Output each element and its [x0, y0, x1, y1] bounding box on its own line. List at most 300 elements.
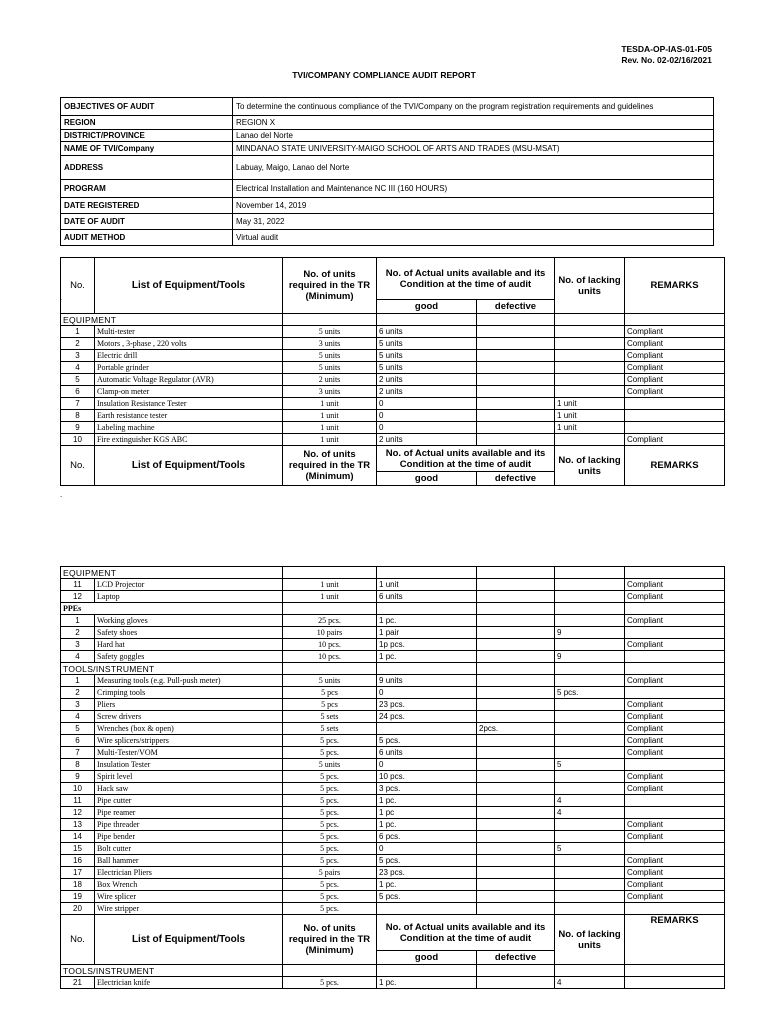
- lacking-units: [555, 783, 625, 795]
- item-name: Working gloves: [95, 615, 283, 627]
- col-no: No.: [61, 915, 95, 965]
- item-number: 12: [61, 807, 95, 819]
- good-units: 23 pcs.: [377, 867, 477, 879]
- item-name: Earth resistance tester: [95, 410, 283, 422]
- defective-units: [477, 711, 555, 723]
- required-units: 5 sets: [283, 723, 377, 735]
- item-name: Safety shoes: [95, 627, 283, 639]
- table-row: [61, 771, 725, 783]
- table-row: [61, 639, 725, 651]
- good-units: 2 units: [377, 386, 477, 398]
- col-defective: defective: [477, 300, 555, 314]
- lacking-units: [555, 699, 625, 711]
- required-units: 5 pcs: [283, 687, 377, 699]
- defective-units: [477, 326, 555, 338]
- item-number: 12: [61, 591, 95, 603]
- lacking-units: [555, 747, 625, 759]
- item-name: Safety goggles: [95, 651, 283, 663]
- defective-units: [477, 977, 555, 989]
- table-row: [61, 675, 725, 687]
- table-row: [61, 374, 725, 386]
- remarks: Compliant: [625, 362, 725, 374]
- good-units: 0: [377, 422, 477, 434]
- col-required: No. of units required in the TR (Minimum): [283, 446, 377, 486]
- info-label: AUDIT METHOD: [61, 230, 233, 246]
- page-title: TVI/COMPANY COMPLIANCE AUDIT REPORT: [292, 70, 476, 80]
- required-units: 5 pcs.: [283, 819, 377, 831]
- col-actual: No. of Actual units available and its Condition at the time of audit: [377, 446, 555, 472]
- table-row: [61, 434, 725, 446]
- item-number: 7: [61, 747, 95, 759]
- good-units: 5 pcs.: [377, 735, 477, 747]
- defective-units: [477, 807, 555, 819]
- lacking-units: 5: [555, 759, 625, 771]
- col-list: List of Equipment/Tools: [95, 258, 283, 314]
- item-number: 8: [61, 410, 95, 422]
- item-number: 18: [61, 879, 95, 891]
- empty-cell: [625, 663, 725, 675]
- remarks: Compliant: [625, 891, 725, 903]
- remarks: Compliant: [625, 326, 725, 338]
- remarks: Compliant: [625, 867, 725, 879]
- required-units: 10 pcs.: [283, 651, 377, 663]
- required-units: 10 pairs: [283, 627, 377, 639]
- lacking-units: [555, 855, 625, 867]
- info-value: Electrical Installation and Maintenance NC III (160 HOURS): [233, 180, 714, 198]
- info-row: [61, 142, 714, 156]
- lacking-units: [555, 735, 625, 747]
- required-units: 5 pcs.: [283, 735, 377, 747]
- good-units: 5 units: [377, 338, 477, 350]
- table-row: [61, 903, 725, 915]
- empty-cell: [625, 603, 725, 615]
- item-number: 1: [61, 326, 95, 338]
- remarks: Compliant: [625, 831, 725, 843]
- good-units: [377, 723, 477, 735]
- good-units: 1 pc.: [377, 615, 477, 627]
- section-row: [61, 567, 725, 579]
- info-label: ADDRESS: [61, 156, 233, 180]
- lacking-units: 1 unit: [555, 422, 625, 434]
- defective-units: [477, 759, 555, 771]
- empty-cell: [625, 567, 725, 579]
- col-defective: defective: [477, 472, 555, 486]
- item-name: Bolt cutter: [95, 843, 283, 855]
- empty-cell: [283, 567, 377, 579]
- defective-units: [477, 831, 555, 843]
- lacking-units: 4: [555, 977, 625, 989]
- good-units: 1 pc.: [377, 819, 477, 831]
- info-row: [61, 230, 714, 246]
- item-name: Electrician knife: [95, 977, 283, 989]
- table-row: [61, 398, 725, 410]
- defective-units: [477, 627, 555, 639]
- item-number: 13: [61, 819, 95, 831]
- table-row: [61, 807, 725, 819]
- lacking-units: [555, 386, 625, 398]
- required-units: 1 unit: [283, 422, 377, 434]
- info-label: NAME OF TVI/Company: [61, 142, 233, 156]
- item-number: 17: [61, 867, 95, 879]
- section-label: TOOLS/INSTRUMENT: [61, 663, 283, 675]
- item-name: Box Wrench: [95, 879, 283, 891]
- lacking-units: 5: [555, 843, 625, 855]
- empty-cell: [555, 965, 625, 977]
- good-units: 1 pair: [377, 627, 477, 639]
- item-number: 4: [61, 362, 95, 374]
- item-number: 20: [61, 903, 95, 915]
- item-number: 1: [61, 615, 95, 627]
- good-units: 9 units: [377, 675, 477, 687]
- table-row: [61, 386, 725, 398]
- table-row: [61, 350, 725, 362]
- item-number: 4: [61, 711, 95, 723]
- remarks: Compliant: [625, 338, 725, 350]
- col-good: good: [377, 472, 477, 486]
- defective-units: [477, 591, 555, 603]
- defective-units: [477, 843, 555, 855]
- col-list: List of Equipment/Tools: [95, 915, 283, 965]
- good-units: 6 units: [377, 747, 477, 759]
- good-units: 10 pcs.: [377, 771, 477, 783]
- col-lacking: No. of lacking units: [555, 258, 625, 314]
- defective-units: [477, 867, 555, 879]
- item-number: 16: [61, 855, 95, 867]
- good-units: 1 pc.: [377, 977, 477, 989]
- required-units: 1 unit: [283, 398, 377, 410]
- info-label: DISTRICT/PROVINCE: [61, 130, 233, 142]
- remarks: [625, 627, 725, 639]
- col-remarks: REMARKS: [625, 258, 725, 314]
- remarks: Compliant: [625, 783, 725, 795]
- section-row: [61, 314, 725, 326]
- info-label: REGION: [61, 116, 233, 130]
- item-name: Spirit level: [95, 771, 283, 783]
- remarks: Compliant: [625, 771, 725, 783]
- empty-cell: [555, 567, 625, 579]
- required-units: 1 unit: [283, 591, 377, 603]
- defective-units: [477, 783, 555, 795]
- defective-units: [477, 891, 555, 903]
- item-number: 2: [61, 338, 95, 350]
- empty-cell: [377, 603, 477, 615]
- item-name: Measuring tools (e.g. Pull-push meter): [95, 675, 283, 687]
- defective-units: [477, 687, 555, 699]
- section-label: PPEs: [61, 603, 283, 615]
- good-units: 2 units: [377, 374, 477, 386]
- remarks: Compliant: [625, 735, 725, 747]
- good-units: 0: [377, 410, 477, 422]
- info-value: MINDANAO STATE UNIVERSITY-MAIGO SCHOOL OF ARTS AND TRADES (MSU-MSAT): [233, 142, 714, 156]
- required-units: 1 unit: [283, 579, 377, 591]
- defective-units: [477, 639, 555, 651]
- remarks: Compliant: [625, 434, 725, 446]
- lacking-units: [555, 879, 625, 891]
- item-number: 2: [61, 627, 95, 639]
- empty-cell: [555, 314, 625, 326]
- defective-units: [477, 651, 555, 663]
- required-units: 5 units: [283, 675, 377, 687]
- margin-dot: .: [60, 490, 63, 499]
- section-row: [61, 603, 725, 615]
- remarks: [625, 651, 725, 663]
- item-name: Wire stripper: [95, 903, 283, 915]
- remarks: [625, 398, 725, 410]
- info-value: REGION X: [233, 116, 714, 130]
- defective-units: [477, 350, 555, 362]
- good-units: 0: [377, 398, 477, 410]
- info-value: Lanao del Norte: [233, 130, 714, 142]
- margin-dot: .: [60, 293, 63, 302]
- lacking-units: [555, 723, 625, 735]
- col-remarks: REMARKS: [625, 446, 725, 486]
- empty-cell: [625, 965, 725, 977]
- required-units: 5 pcs.: [283, 771, 377, 783]
- required-units: 5 pcs: [283, 699, 377, 711]
- info-value: Labuay, Maigo, Lanao del Norte: [233, 156, 714, 180]
- equipment-table-1: [60, 257, 725, 486]
- remarks: Compliant: [625, 819, 725, 831]
- remarks: Compliant: [625, 879, 725, 891]
- lacking-units: [555, 819, 625, 831]
- remarks: Compliant: [625, 723, 725, 735]
- defective-units: [477, 819, 555, 831]
- item-name: Insulation Resistance Tester: [95, 398, 283, 410]
- good-units: 1 unit: [377, 579, 477, 591]
- empty-cell: [377, 314, 477, 326]
- col-good: good: [377, 300, 477, 314]
- info-value: Virtual audit: [233, 230, 714, 246]
- lacking-units: 4: [555, 807, 625, 819]
- item-number: 2: [61, 687, 95, 699]
- required-units: 5 units: [283, 326, 377, 338]
- item-name: Wire splicer: [95, 891, 283, 903]
- item-number: 3: [61, 639, 95, 651]
- required-units: 5 pcs.: [283, 891, 377, 903]
- lacking-units: 1 unit: [555, 410, 625, 422]
- lacking-units: [555, 867, 625, 879]
- col-required: No. of units required in the TR (Minimum): [283, 915, 377, 965]
- section-row: [61, 965, 725, 977]
- remarks: Compliant: [625, 591, 725, 603]
- table-row: [61, 410, 725, 422]
- item-number: 1: [61, 675, 95, 687]
- table-row: [61, 831, 725, 843]
- remarks: [625, 422, 725, 434]
- empty-cell: [283, 314, 377, 326]
- col-actual: No. of Actual units available and its Condition at the time of audit: [377, 915, 555, 951]
- lacking-units: [555, 326, 625, 338]
- table-row: [61, 795, 725, 807]
- empty-cell: [477, 965, 555, 977]
- defective-units: [477, 579, 555, 591]
- remarks: Compliant: [625, 699, 725, 711]
- empty-cell: [377, 567, 477, 579]
- good-units: 5 units: [377, 350, 477, 362]
- good-units: 1 pc.: [377, 795, 477, 807]
- col-required: No. of units required in the TR (Minimum): [283, 258, 377, 314]
- lacking-units: [555, 891, 625, 903]
- empty-cell: [377, 663, 477, 675]
- table-row: [61, 711, 725, 723]
- remarks: Compliant: [625, 386, 725, 398]
- empty-cell: [625, 314, 725, 326]
- required-units: 5 pcs.: [283, 795, 377, 807]
- good-units: [377, 903, 477, 915]
- item-name: Pipe reamer: [95, 807, 283, 819]
- required-units: 1 unit: [283, 434, 377, 446]
- good-units: 1 pc: [377, 807, 477, 819]
- required-units: 5 pcs.: [283, 807, 377, 819]
- table-row: [61, 747, 725, 759]
- defective-units: [477, 338, 555, 350]
- required-units: 3 units: [283, 338, 377, 350]
- remarks: Compliant: [625, 579, 725, 591]
- defective-units: 2pcs.: [477, 723, 555, 735]
- lacking-units: 4: [555, 795, 625, 807]
- empty-cell: [477, 567, 555, 579]
- empty-cell: [477, 603, 555, 615]
- item-number: 6: [61, 735, 95, 747]
- empty-cell: [283, 603, 377, 615]
- info-row: [61, 180, 714, 198]
- required-units: 5 units: [283, 350, 377, 362]
- item-name: Pipe cutter: [95, 795, 283, 807]
- lacking-units: [555, 711, 625, 723]
- item-name: Insulation Tester: [95, 759, 283, 771]
- required-units: 3 units: [283, 386, 377, 398]
- item-number: 19: [61, 891, 95, 903]
- remarks: Compliant: [625, 747, 725, 759]
- item-number: 11: [61, 795, 95, 807]
- info-row: [61, 214, 714, 230]
- info-row: [61, 116, 714, 130]
- info-value: November 14, 2019: [233, 198, 714, 214]
- item-name: Hard hat: [95, 639, 283, 651]
- table-row: [61, 338, 725, 350]
- required-units: 1 unit: [283, 410, 377, 422]
- item-number: 10: [61, 434, 95, 446]
- remarks: [625, 903, 725, 915]
- remarks: Compliant: [625, 615, 725, 627]
- item-name: Electrician Pliers: [95, 867, 283, 879]
- lacking-units: [555, 362, 625, 374]
- required-units: 5 pcs.: [283, 843, 377, 855]
- col-actual: No. of Actual units available and its Condition at the time of audit: [377, 258, 555, 300]
- empty-cell: [283, 965, 377, 977]
- defective-units: [477, 903, 555, 915]
- good-units: 0: [377, 687, 477, 699]
- section-label: EQUIPMENT: [61, 567, 283, 579]
- table-row: [61, 627, 725, 639]
- table-row: [61, 843, 725, 855]
- required-units: 5 pcs.: [283, 903, 377, 915]
- defective-units: [477, 398, 555, 410]
- lacking-units: [555, 338, 625, 350]
- table-row: [61, 867, 725, 879]
- good-units: 1p pcs.: [377, 639, 477, 651]
- column-header-row: [61, 915, 725, 951]
- table-row: [61, 759, 725, 771]
- info-label: DATE REGISTERED: [61, 198, 233, 214]
- required-units: 5 units: [283, 362, 377, 374]
- item-number: 11: [61, 579, 95, 591]
- defective-units: [477, 771, 555, 783]
- defective-units: [477, 747, 555, 759]
- defective-units: [477, 675, 555, 687]
- table-row: [61, 977, 725, 989]
- table-row: [61, 362, 725, 374]
- empty-cell: [477, 663, 555, 675]
- item-name: Crimping tools: [95, 687, 283, 699]
- info-row: [61, 198, 714, 214]
- required-units: 5 pcs.: [283, 747, 377, 759]
- info-row: [61, 98, 714, 116]
- table-row: [61, 615, 725, 627]
- table-row: [61, 326, 725, 338]
- col-lacking: No. of lacking units: [555, 915, 625, 965]
- remarks: Compliant: [625, 675, 725, 687]
- remarks: Compliant: [625, 374, 725, 386]
- item-name: Pipe threader: [95, 819, 283, 831]
- item-number: 9: [61, 771, 95, 783]
- item-number: 21: [61, 977, 95, 989]
- remarks: [625, 759, 725, 771]
- defective-units: [477, 735, 555, 747]
- lacking-units: 9: [555, 651, 625, 663]
- good-units: 24 pcs.: [377, 711, 477, 723]
- required-units: 5 pcs.: [283, 879, 377, 891]
- info-label: DATE OF AUDIT: [61, 214, 233, 230]
- col-no: No.: [61, 258, 95, 314]
- column-header-row: [61, 258, 725, 300]
- required-units: 5 pcs.: [283, 977, 377, 989]
- revision-number: Rev. No. 02-02/16/2021: [621, 55, 712, 65]
- table-row: [61, 855, 725, 867]
- table-row: [61, 819, 725, 831]
- item-name: Clamp-on meter: [95, 386, 283, 398]
- remarks: [625, 843, 725, 855]
- table-row: [61, 579, 725, 591]
- required-units: 2 units: [283, 374, 377, 386]
- table-row: [61, 422, 725, 434]
- item-number: 15: [61, 843, 95, 855]
- good-units: 5 units: [377, 362, 477, 374]
- item-number: 7: [61, 398, 95, 410]
- defective-units: [477, 434, 555, 446]
- item-name: Fire extinguisher KGS ABC: [95, 434, 283, 446]
- good-units: 5 pcs.: [377, 855, 477, 867]
- empty-cell: [555, 603, 625, 615]
- remarks: [625, 687, 725, 699]
- defective-units: [477, 795, 555, 807]
- equipment-table-2: [60, 566, 725, 989]
- item-name: Laptop: [95, 591, 283, 603]
- good-units: 6 units: [377, 591, 477, 603]
- required-units: 5 sets: [283, 711, 377, 723]
- info-row: [61, 130, 714, 142]
- column-header-row: [61, 446, 725, 472]
- item-number: 8: [61, 759, 95, 771]
- empty-cell: [555, 663, 625, 675]
- item-number: 9: [61, 422, 95, 434]
- defective-units: [477, 386, 555, 398]
- info-value: May 31, 2022: [233, 214, 714, 230]
- lacking-units: [555, 903, 625, 915]
- empty-cell: [477, 314, 555, 326]
- remarks: Compliant: [625, 639, 725, 651]
- section-label: TOOLS/INSTRUMENT: [61, 965, 283, 977]
